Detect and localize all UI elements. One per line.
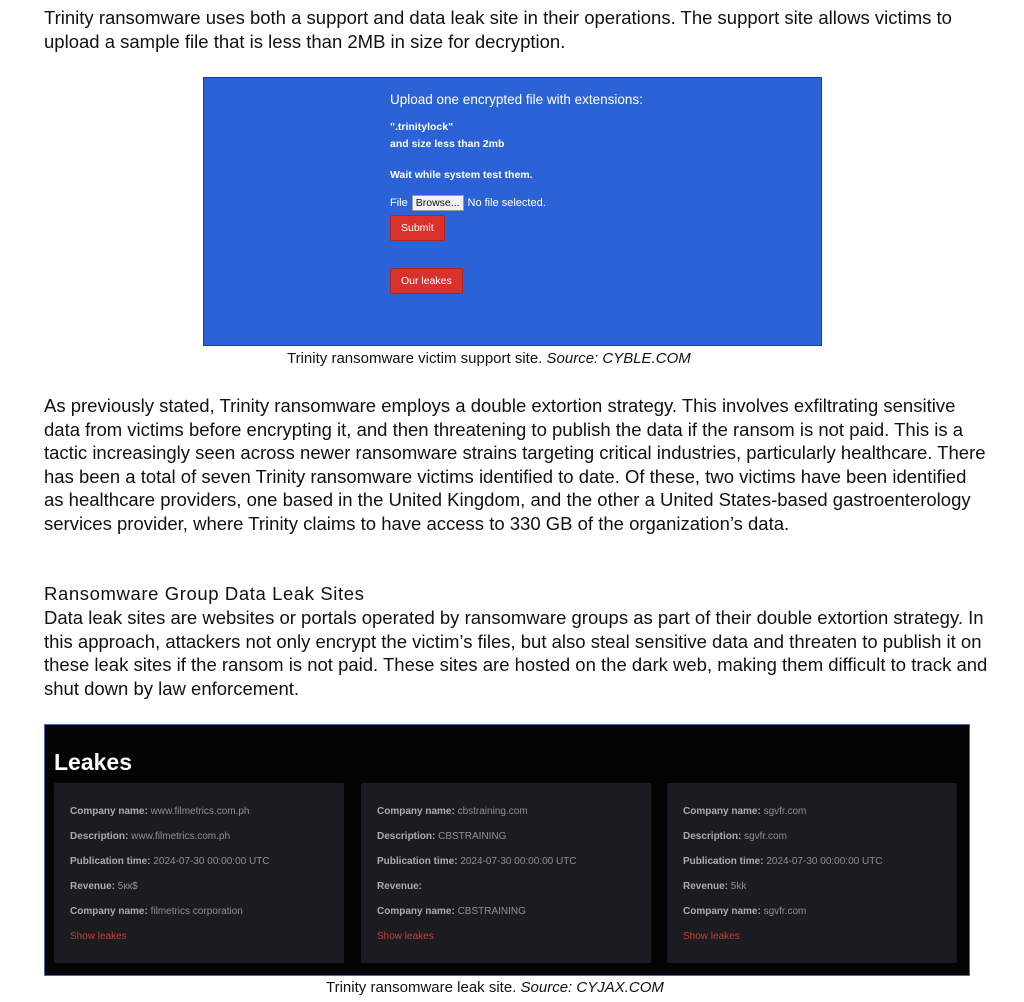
size-note: and size less than 2mb <box>390 138 505 150</box>
our-leakes-button[interactable]: Our leakes <box>390 268 463 294</box>
submit-button[interactable]: Submit <box>390 215 445 241</box>
support-site-screenshot <box>203 77 822 346</box>
support-site-caption <box>287 350 691 367</box>
leak-card <box>54 783 344 963</box>
company-name-row: Company name: CBSTRAINING <box>377 906 526 917</box>
revenue-row: Revenue: <box>377 881 423 892</box>
wait-note: Wait while system test them. <box>390 169 533 181</box>
publication-row: Publication time: 2024-07-30 00:00:00 UTC <box>377 856 577 867</box>
show-leakes-link[interactable]: Show leakes <box>377 931 434 942</box>
intro-paragraph: Trinity ransomware uses both a support and data leak site in their operations. The support site allows victims to upload a sample file that is less than 2MB in size for decryption. <box>44 7 952 52</box>
caption-source: Source: CYJAX.COM <box>520 979 664 996</box>
leak-card <box>667 783 957 963</box>
upload-form <box>390 92 643 294</box>
file-label: File <box>390 197 408 209</box>
show-leakes-link[interactable]: Show leakes <box>683 931 740 942</box>
caption-text: Trinity ransomware victim support site. <box>287 350 547 367</box>
browse-button[interactable]: Browse... <box>412 195 464 211</box>
description-row: Description: www.filmetrics.com.ph <box>70 831 231 842</box>
section-heading: Ransomware Group Data Leak Sites <box>44 583 365 604</box>
leak-sites-paragraph: Data leak sites are websites or portals operated by ransomware groups as part of their double extortion strategy. In this approach, attackers not only encrypt the victim’s files, but also steal sensitive data and threaten to publish it on these leak sites if the ransom is not paid. These sites are hosted on the dark web, making them difficult to track and shut down by law enforcement. <box>44 607 988 699</box>
upload-title: Upload one encrypted file with extensions: <box>390 92 643 107</box>
file-input-row <box>390 195 643 211</box>
revenue-row: Revenue: 5kk <box>683 881 747 892</box>
extension-text: ".trinitylock" <box>390 121 454 133</box>
caption-source: Source: CYBLE.COM <box>546 350 691 367</box>
revenue-row: Revenue: 5кк$ <box>70 881 138 892</box>
description-row: Description: sgvfr.com <box>683 831 787 842</box>
publication-row: Publication time: 2024-07-30 00:00:00 UTC <box>70 856 270 867</box>
description-row: Description: CBSTRAINING <box>377 831 507 842</box>
double-extortion-paragraph: As previously stated, Trinity ransomware employs a double extortion strategy. This involves exfiltrating sensitive data from victims before encrypting it, and then threatening to publish the data if the ransom is not paid. This is a tactic increasingly seen across newer ransomware strains targeting critical industries, particularly healthcare. There has been a total of seven Trinity ransomware victims identified to date. Of these, two victims have been identified as healthcare providers, one based in the United Kingdom, and the other a United States-based gastroenterology services provider, where Trinity claims to have access to 330 GB of the organization’s data. <box>44 395 986 534</box>
company-name-row: Company name: sgvfr.com <box>683 906 807 917</box>
no-file-text: No file selected. <box>467 197 546 209</box>
leak-site-screenshot <box>44 724 970 976</box>
company-name-row: Company name: filmetrics corporation <box>70 906 243 917</box>
company-row: Company name: cbstraining.com <box>377 806 528 817</box>
show-leakes-link[interactable]: Show leakes <box>70 931 127 942</box>
company-row: Company name: sgvfr.com <box>683 806 807 817</box>
leak-card <box>361 783 651 963</box>
caption-text: Trinity ransomware leak site. <box>326 979 521 996</box>
leak-site-caption <box>326 979 664 996</box>
company-row: Company name: www.filmetrics.com.ph <box>70 806 250 817</box>
publication-row: Publication time: 2024-07-30 00:00:00 UTC <box>683 856 883 867</box>
leak-site-title: Leakes <box>54 749 133 775</box>
